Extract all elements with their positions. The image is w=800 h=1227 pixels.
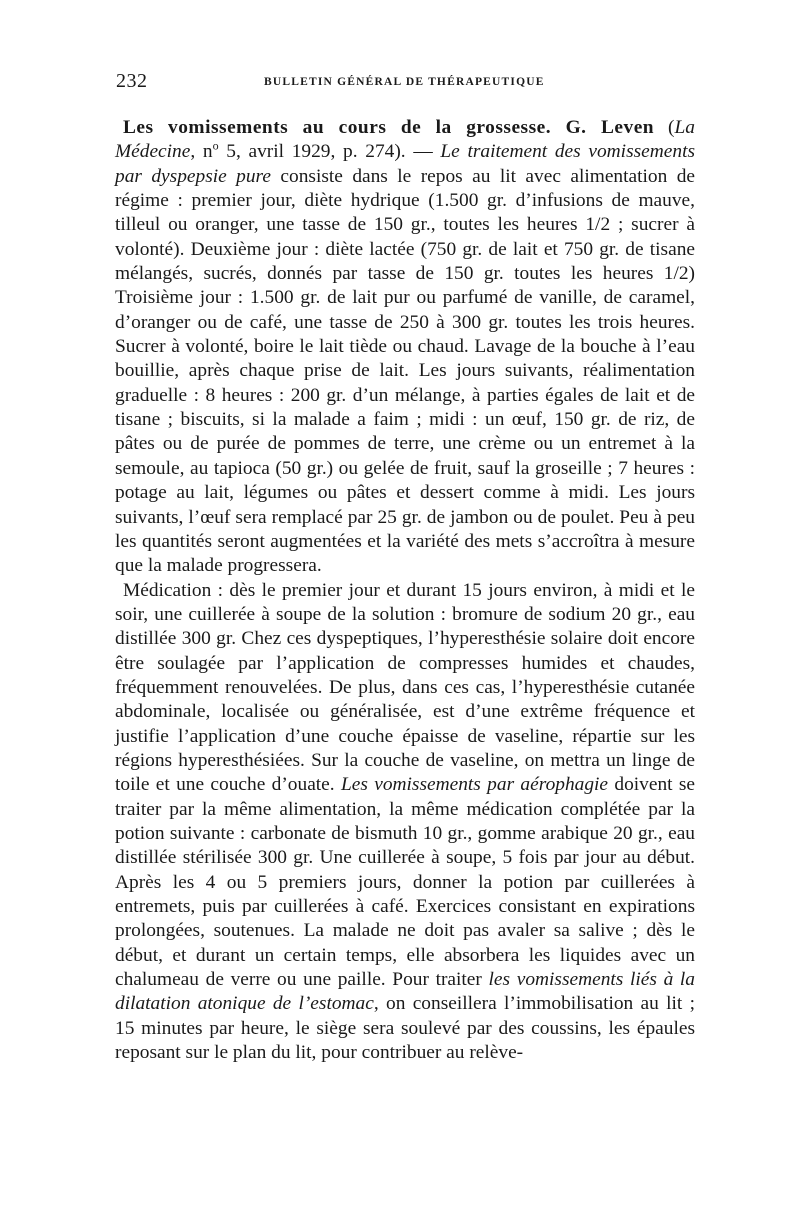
paragraph-2-text-a: Médication : dès le premier jour et durant 15 jours environ, à midi et le soir, une cuillerée à soupe de la solution : bromure de sodium 20 gr., eau distillée 300 gr. Chez ces dyspeptiques, l’hyperesthésie solaire doit encore être soulagée par l’application de compresses humides et chaudes, fréquemment renouvelées. De plus, dans ces cas, l’hyperesthésie cutanée abdominale, localisée ou généralisée, est d’une extrême fréquence et justifie l’application d’une couche épaisse de vaseline, répartie sur les régions hyperesthésiées. Sur la couche de vaseline, on mettra un linge de toile et une couche d’ouate. xyxy=(115,579,695,796)
source-journal: La Médecine xyxy=(115,117,695,163)
paragraph-2-italic-d: les vomissements liés à la dilatation atonique de l’estomac xyxy=(115,969,695,1015)
paragraph-1-text: consiste dans le repos au lit avec alimentation de régime : premier jour, diète hydrique (1.500 gr. d’infusions de mauve, tilleul ou oranger, une tasse de 150 gr., toutes les heures 1/2 ; sucrer à volonté). Deuxième jour : diète lactée (750 gr. de lait et 750 gr. de tisane mélangés, sucrés, donnés par tasse de 150 gr. toutes les heures 1/2) Troisième jour : 1.500 gr. de lait pur ou parfumé de vanille, de caramel, d’oranger ou de café, une tasse de 250 à 300 gr. toutes les trois heures. Sucrer à volonté, boire le lait tiède ou chaud. Lavage de la bouche à l’eau bouillie, après chaque prise de lait. Les jours suivants, réalimentation graduelle : 8 heures : 200 gr. d’un mélange, à parties égales de lait et de tisane ; biscuits, si la malade a faim ; midi : un œuf, 150 gr. de riz, de pâtes ou de purée de pommes de terre, une crème ou un entremet à la semoule, au tapioca (50 gr.) ou gelée de fruit, sauf la groseille ; 7 heures : potage au lait, légumes ou pâtes et dessert comme à midi. Les jours suivants, l’œuf sera remplacé par 25 gr. de jambon ou de poulet. Peu à peu les quantités seront augmentées et la variété des mets s’accroîtra à mesure que la malade progressera. xyxy=(115,165,696,577)
source-number-prefix: , n xyxy=(190,141,213,163)
paragraph-1: Les vomissements au cours de la grossesse. G. Leven (La Médecine, $n^o$ 5, avril 1929, p. 274). — Le traitement des vomissements par dyspepsie pure consiste dans le repos au lit avec alimentation de régime : premier jour, diète hydrique (1.500 gr. d’infusions de mauve, tilleul ou oranger, une tasse de 150 gr., toutes les heures 1/2 ; sucrer à volonté). Deuxième jour : diète lactée (750 gr. de lait et 750 gr. de tisane mélangés, sucrés, donnés par tasse de 150 gr. toutes les heures 1/2) Troisième jour : 1.500 gr. de lait pur ou parfumé de vanille, de caramel, d’oranger ou de café, une tasse de 250 à 300 gr. toutes les trois heures. Sucrer à volonté, boire le lait tiède ou chaud. Lavage de la bouche à l’eau bouillie, après chaque prise de lait. Les jours suivants, réalimentation graduelle : 8 heures : 200 gr. d’un mélange, à parties égales de lait et de tisane ; biscuits, si la malade a faim ; midi : un œuf, 150 gr. de riz, de pâtes ou de purée de pommes de terre, une crème ou un entremet à la semoule, au tapioca (50 gr.) ou gelée de fruit, sauf la groseille ; 7 heures : potage au lait, légumes ou pâtes et dessert comme à midi. Les jours suivants, l’œuf sera remplacé par 25 gr. de jambon ou de poulet. Peu à peu les quantités seront augmentées et la variété des mets s’accroîtra à mesure que la malade progressera. xyxy=(115,117,696,577)
source-number-sup: o xyxy=(212,138,219,153)
journal-title: BULLETIN GÉNÉRAL DE THÉRAPEUTIQUE xyxy=(264,76,545,88)
paragraph-2-italic-b: Les vomissements par aérophagie xyxy=(340,774,609,796)
paragraph-2-text-c: doivent se traiter par la même alimentation, la même médication complétée par la potion suivante : carbonate de bismuth 10 gr., gomme arabique 20 gr., eau distillée stérilisée 300 gr. Une cuillerée à soupe, 5 fois par jour au début. Après les 4 ou 5 premiers jours, donner la potion par cuillerées à entremets, puis par cuillerées à café. Exercices consistant en expirations prolongées, soutenues. La malade ne doit pas avaler sa salive ; dès le début, et durant un certain temps, elle absorbera les liquides avec un chalumeau de verre ou une paille. Pour traiter xyxy=(115,774,696,991)
paragraph-2-text-e: , on conseillera l’immobilisation au lit ; 15 minutes par heure, le siège sera soulevé par des coussins, les épaules reposant sur le plan du lit, pour contribuer au relève- xyxy=(115,993,695,1064)
article-body xyxy=(115,116,695,1065)
running-head xyxy=(116,70,694,94)
section-heading: Le traitement des vomissements par dyspepsie pure xyxy=(115,141,696,187)
article-title: Les vomissements au cours de la grossesse. G. Leven xyxy=(123,117,655,138)
source-details: 5, avril 1929, p. 274). — xyxy=(218,141,441,163)
page-number: 232 xyxy=(116,70,148,92)
paragraph-2 xyxy=(115,579,695,1066)
